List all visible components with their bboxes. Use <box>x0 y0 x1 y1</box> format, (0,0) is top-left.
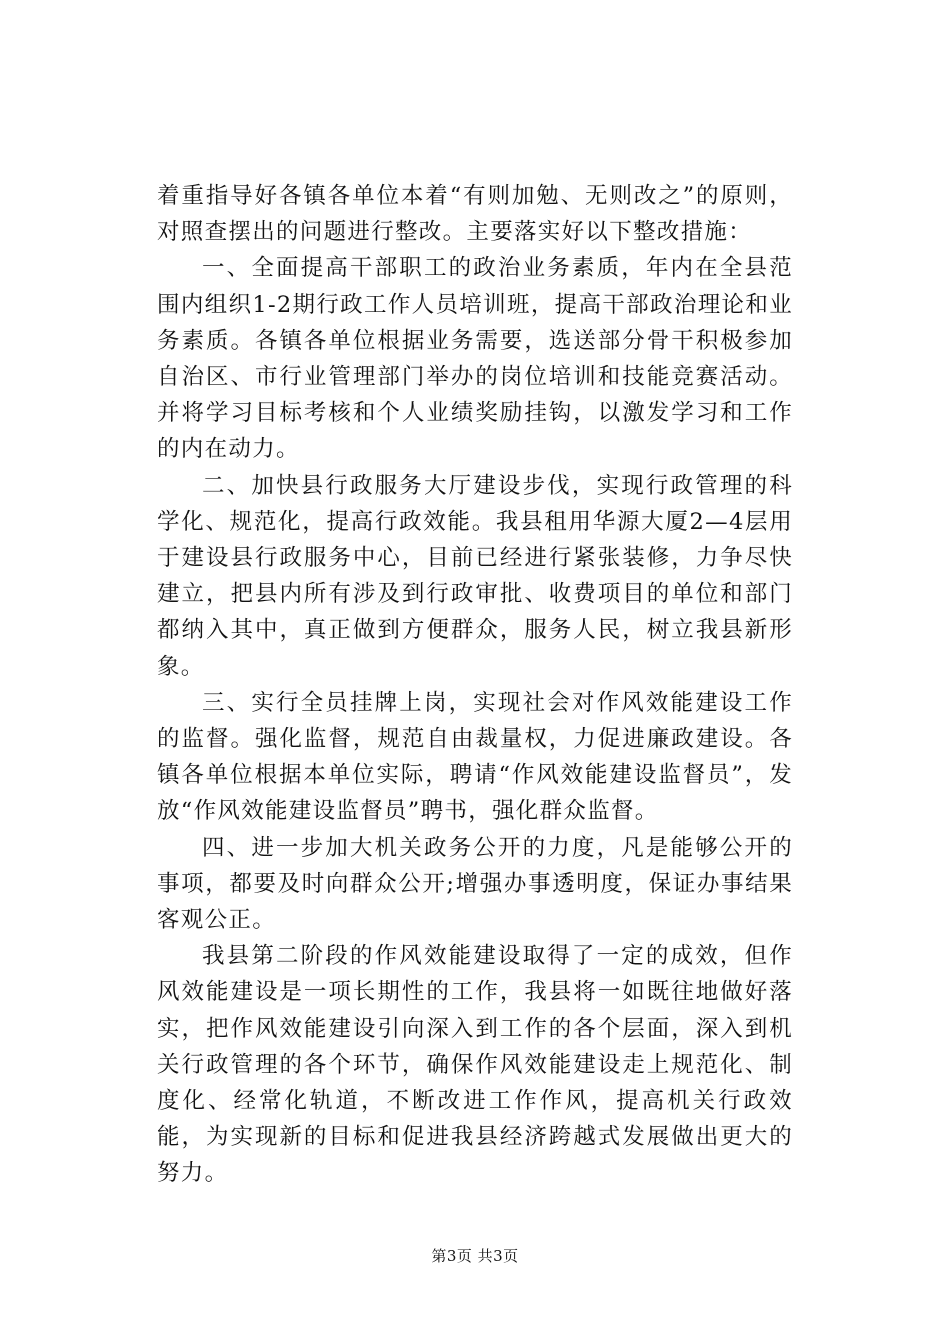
paragraph-continuation: 着重指导好各镇各单位本着“有则加勉、无则改之”的原则，对照查摆出的问题进行整改。主要落实好以下整改措施： <box>157 183 793 246</box>
paragraph-conclusion: 我县第二阶段的作风效能建设取得了一定的成效，但作风效能建设是一项长期性的工作，我县将一如既往地做好落实，把作风效能建设引向深入到工作的各个层面，深入到机关行政管理的各个环节，确保作风效能建设走上规范化、制度化、经常化轨道，不断改进工作作风，提高机关行政效能，为实现新的目标和促进我县经济跨越式发展做出更大的努力。 <box>157 943 793 1187</box>
paragraph-measure-4: 四、进一步加大机关政务公开的力度，凡是能够公开的事项，都要及时向群众公开;增强办事透明度，保证办事结果客观公正。 <box>157 834 793 934</box>
paragraph-measure-2: 二、加快县行政服务大厅建设步伐，实现行政管理的科学化、规范化，提高行政效能。我县租用华源大厦2—4层用于建设县行政服务中心，目前已经进行紧张装修，力争尽快建立，把县内所有涉及到行政审批、收费项目的单位和部门都纳入其中，真正做到方便群众，服务人民，树立我县新形象。 <box>157 472 793 680</box>
paragraph-measure-3: 三、实行全员挂牌上岗，实现社会对作风效能建设工作的监督。强化监督，规范自由裁量权，力促进廉政建设。各镇各单位根据本单位实际，聘请“作风效能建设监督员”，发放“作风效能建设监督员”聘书，强化群众监督。 <box>157 689 793 825</box>
page-number-footer: 第3页 共3页 <box>431 1247 519 1265</box>
paragraph-measure-1: 一、全面提高干部职工的政治业务素质，年内在全县范围内组织1-2期行政工作人员培训班，提高干部政治理论和业务素质。各镇各单位根据业务需要，选送部分骨干积极参加自治区、市行业管理部门举办的岗位培训和技能竞赛活动。并将学习目标考核和个人业绩奖励挂钩，以激发学习和工作的内在动力。 <box>157 255 793 463</box>
document-body <box>157 178 793 1192</box>
